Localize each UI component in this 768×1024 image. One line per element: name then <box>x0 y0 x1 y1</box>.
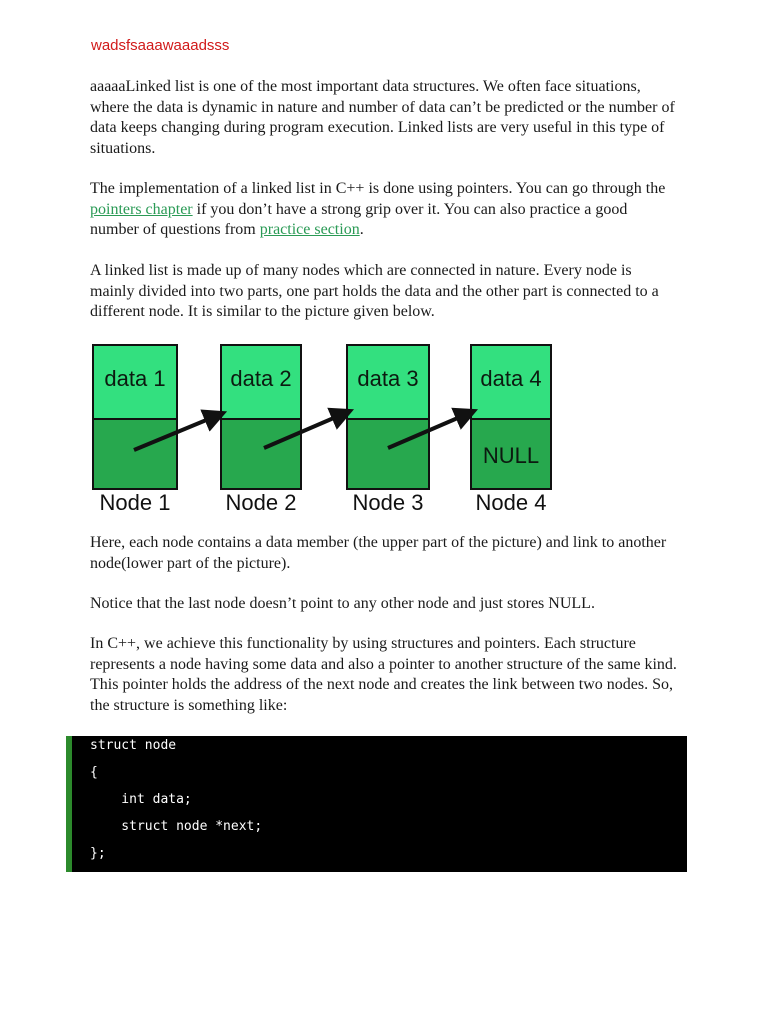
cpp-structure-paragraph: In C++, we achieve this functionality by using structures and pointers. Each structure represents a node having some data and also a pointer to another structure of the same kind. This pointer holds the address of the next node and creates the link between two nodes. So, the structure is something like: <box>90 635 677 714</box>
node-arrows <box>92 344 562 524</box>
p2-text-1: The implementation of a linked list in C++ is done using pointers. You can go through the <box>90 180 666 197</box>
last-node-paragraph: Notice that the last node doesn’t point to any other node and just stores NULL. <box>90 595 595 612</box>
node-1-data: data 1 <box>92 344 178 420</box>
node-4-null: NULL <box>470 418 552 490</box>
code-line-2: { <box>90 765 98 780</box>
node-2-data: data 2 <box>220 344 302 420</box>
arrow-3-to-4 <box>388 414 467 448</box>
code-line-4: struct node *next; <box>90 819 263 834</box>
node-4-data: data 4 <box>470 344 552 420</box>
node-2-label: Node 2 <box>225 490 297 515</box>
code-line-5: }; <box>90 846 106 861</box>
arrow-2-to-3 <box>264 414 343 448</box>
node-3-data: data 3 <box>346 344 430 420</box>
node-3-label: Node 3 <box>352 490 424 515</box>
p2-text-2: if you don’t have a strong grip over it. You can also practice a good number of questions from <box>90 200 628 239</box>
node-4-label: Node 4 <box>475 490 547 515</box>
node-members-paragraph: Here, each node contains a data member (the upper part of the picture) and link to another node(lower part of the picture). <box>90 534 667 572</box>
intro-paragraph: aaaaaLinked list is one of the most important data structures. We often face situations, where the data is dynamic in nature and number of data can’t be predicted or the number of data keeps changing during program execution. Linked lists are very useful in this type of situations. <box>90 78 675 157</box>
practice-section-link[interactable]: practice section <box>259 221 360 239</box>
nodes-paragraph: A linked list is made up of many nodes which are connected in nature. Every node is mainly divided into two parts, one part holds the data and the other part is connected to a different node. It is similar to the picture given below. <box>90 262 659 321</box>
code-line-1: struct node <box>90 738 177 753</box>
linked-list-diagram <box>92 344 562 524</box>
page-heading: wadsfsaaawaaadsss <box>91 37 230 54</box>
code-block <box>66 736 687 872</box>
p2-text-3: . <box>359 221 364 239</box>
code-line-3: int data; <box>90 792 192 807</box>
implementation-paragraph <box>90 179 680 241</box>
node-1-label: Node 1 <box>99 490 171 515</box>
pointers-chapter-link[interactable]: pointers chapter <box>90 200 193 218</box>
arrow-1-to-2 <box>134 416 216 450</box>
